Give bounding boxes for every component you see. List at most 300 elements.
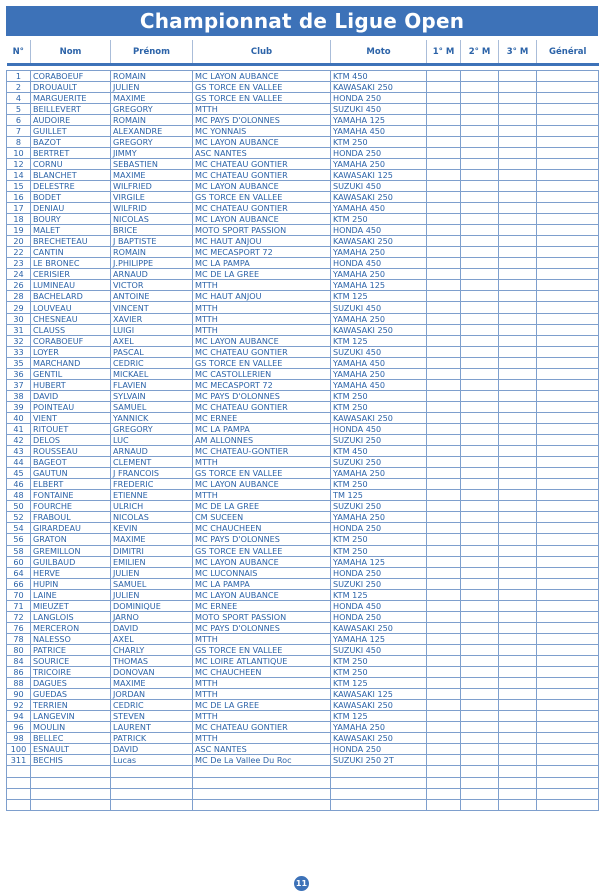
cell-club: MC CHAUCHEEN <box>193 667 331 678</box>
cell-moto: KTM 250 <box>331 479 427 490</box>
cell-score-empty <box>427 92 461 103</box>
table-row <box>7 678 599 689</box>
cell-score-empty <box>427 302 461 313</box>
cell-moto: SUZUKI 450 <box>331 302 427 313</box>
cell-nom: CLAUSS <box>31 324 111 335</box>
cell-empty <box>7 777 31 788</box>
cell-score-empty <box>499 457 537 468</box>
cell-score-empty <box>537 556 599 567</box>
cell-nom: AUDOIRE <box>31 114 111 125</box>
cell-number: 2 <box>7 81 31 92</box>
cell-moto: KAWASAKI 250 <box>331 236 427 247</box>
table-row <box>7 435 599 446</box>
cell-score-empty <box>427 501 461 512</box>
cell-score-empty <box>499 446 537 457</box>
cell-prenom: AXEL <box>111 633 193 644</box>
cell-number: 88 <box>7 678 31 689</box>
cell-nom: BELLEC <box>31 733 111 744</box>
cell-number: 90 <box>7 689 31 700</box>
cell-number: 22 <box>7 247 31 258</box>
cell-number: 100 <box>7 744 31 755</box>
cell-nom: FRABOUL <box>31 512 111 523</box>
cell-club: MC CHATEAU GONTIER <box>193 722 331 733</box>
cell-score-empty <box>427 412 461 423</box>
table-row <box>7 346 599 357</box>
cell-score-empty <box>427 324 461 335</box>
cell-moto: SUZUKI 250 <box>331 501 427 512</box>
cell-score-empty <box>427 214 461 225</box>
cell-club: MC LAYON AUBANCE <box>193 214 331 225</box>
cell-prenom: J BAPTISTE <box>111 236 193 247</box>
cell-score-empty <box>427 545 461 556</box>
cell-number: 18 <box>7 214 31 225</box>
cell-club: MC PAYS D'OLONNES <box>193 534 331 545</box>
cell-score-empty <box>461 390 499 401</box>
cell-prenom: VINCENT <box>111 302 193 313</box>
cell-moto: YAMAHA 250 <box>331 368 427 379</box>
cell-club: MC CHATEAU GONTIER <box>193 346 331 357</box>
cell-prenom: VICTOR <box>111 280 193 291</box>
cell-empty <box>461 766 499 777</box>
cell-moto: KTM 250 <box>331 390 427 401</box>
cell-prenom: MAXIME <box>111 92 193 103</box>
cell-score-empty <box>537 722 599 733</box>
cell-score-empty <box>427 81 461 92</box>
cell-number: 8 <box>7 136 31 147</box>
cell-number: 45 <box>7 468 31 479</box>
cell-score-empty <box>537 214 599 225</box>
cell-score-empty <box>537 92 599 103</box>
cell-score-empty <box>537 689 599 700</box>
cell-moto: KTM 125 <box>331 589 427 600</box>
cell-score-empty <box>461 92 499 103</box>
cell-club: MC CHATEAU GONTIER <box>193 401 331 412</box>
cell-moto: HONDA 450 <box>331 424 427 435</box>
cell-number: 84 <box>7 655 31 666</box>
cell-empty <box>499 799 537 810</box>
cell-prenom: SYLVAIN <box>111 390 193 401</box>
results-table-wrap <box>6 40 598 811</box>
cell-score-empty <box>499 401 537 412</box>
cell-score-empty <box>537 291 599 302</box>
cell-score-empty <box>427 744 461 755</box>
cell-number: 24 <box>7 269 31 280</box>
cell-score-empty <box>499 435 537 446</box>
cell-score-empty <box>537 313 599 324</box>
cell-score-empty <box>427 633 461 644</box>
cell-number: 52 <box>7 512 31 523</box>
cell-score-empty <box>461 700 499 711</box>
cell-number: 4 <box>7 92 31 103</box>
cell-number: 29 <box>7 302 31 313</box>
cell-score-empty <box>461 644 499 655</box>
cell-empty <box>331 766 427 777</box>
cell-club: MC PAYS D'OLONNES <box>193 622 331 633</box>
cell-nom: DROUAULT <box>31 81 111 92</box>
cell-prenom: LUIGI <box>111 324 193 335</box>
cell-score-empty <box>537 302 599 313</box>
cell-score-empty <box>461 401 499 412</box>
cell-score-empty <box>499 379 537 390</box>
cell-score-empty <box>461 722 499 733</box>
cell-prenom: GREGORY <box>111 424 193 435</box>
cell-club: MC CHATEAU GONTIER <box>193 158 331 169</box>
cell-prenom: CEDRIC <box>111 357 193 368</box>
cell-nom: MERCERON <box>31 622 111 633</box>
cell-number: 38 <box>7 390 31 401</box>
cell-score-empty <box>499 335 537 346</box>
cell-prenom: ETIENNE <box>111 490 193 501</box>
cell-nom: MARGUERITE <box>31 92 111 103</box>
cell-club: MC HAUT ANJOU <box>193 291 331 302</box>
cell-score-empty <box>461 214 499 225</box>
table-row <box>7 744 599 755</box>
cell-club: MC CHATEAU-GONTIER <box>193 446 331 457</box>
cell-score-empty <box>461 744 499 755</box>
results-table <box>6 40 599 811</box>
table-row <box>7 136 599 147</box>
cell-number: 36 <box>7 368 31 379</box>
cell-moto: HONDA 250 <box>331 567 427 578</box>
cell-empty <box>331 799 427 810</box>
cell-score-empty <box>499 755 537 766</box>
cell-nom: GUILBAUD <box>31 556 111 567</box>
cell-score-empty <box>537 70 599 81</box>
cell-moto: KAWASAKI 125 <box>331 169 427 180</box>
cell-club: MC LUCONNAIS <box>193 567 331 578</box>
column-header: Prénom <box>111 40 193 63</box>
cell-score-empty <box>499 534 537 545</box>
cell-score-empty <box>537 755 599 766</box>
cell-club: MOTO SPORT PASSION <box>193 225 331 236</box>
cell-score-empty <box>499 667 537 678</box>
cell-score-empty <box>537 490 599 501</box>
cell-score-empty <box>499 302 537 313</box>
cell-score-empty <box>499 236 537 247</box>
cell-nom: HERVE <box>31 567 111 578</box>
cell-empty <box>193 777 331 788</box>
cell-score-empty <box>427 70 461 81</box>
table-row <box>7 313 599 324</box>
cell-empty <box>7 788 31 799</box>
cell-score-empty <box>499 678 537 689</box>
column-header: 2° M <box>461 40 499 63</box>
title-bar <box>6 6 598 36</box>
cell-moto: KTM 450 <box>331 446 427 457</box>
column-header: 3° M <box>499 40 537 63</box>
table-row <box>7 280 599 291</box>
cell-prenom: NICOLAS <box>111 214 193 225</box>
cell-score-empty <box>537 678 599 689</box>
cell-score-empty <box>537 114 599 125</box>
cell-score-empty <box>427 291 461 302</box>
cell-score-empty <box>499 722 537 733</box>
cell-score-empty <box>427 534 461 545</box>
cell-score-empty <box>427 390 461 401</box>
cell-prenom: MAXIME <box>111 169 193 180</box>
cell-score-empty <box>499 81 537 92</box>
cell-score-empty <box>427 600 461 611</box>
cell-score-empty <box>537 346 599 357</box>
cell-empty <box>461 799 499 810</box>
cell-prenom: WILFRIED <box>111 180 193 191</box>
cell-number: 70 <box>7 589 31 600</box>
cell-club: MTTH <box>193 633 331 644</box>
cell-score-empty <box>461 424 499 435</box>
cell-prenom: ULRICH <box>111 501 193 512</box>
cell-club: MC CASTOLLERIEN <box>193 368 331 379</box>
cell-nom: DELOS <box>31 435 111 446</box>
cell-club: MC ERNEE <box>193 600 331 611</box>
table-row <box>7 556 599 567</box>
cell-score-empty <box>537 457 599 468</box>
cell-prenom: Lucas <box>111 755 193 766</box>
table-row <box>7 600 599 611</box>
cell-score-empty <box>427 655 461 666</box>
cell-score-empty <box>499 711 537 722</box>
cell-empty <box>111 766 193 777</box>
cell-number: 92 <box>7 700 31 711</box>
cell-score-empty <box>499 103 537 114</box>
cell-club: ASC NANTES <box>193 744 331 755</box>
cell-prenom: KEVIN <box>111 523 193 534</box>
cell-empty <box>537 777 599 788</box>
cell-score-empty <box>537 523 599 534</box>
cell-score-empty <box>461 556 499 567</box>
cell-nom: CORABOEUF <box>31 70 111 81</box>
table-row <box>7 490 599 501</box>
cell-number: 20 <box>7 236 31 247</box>
cell-score-empty <box>427 136 461 147</box>
table-row <box>7 258 599 269</box>
cell-moto: SUZUKI 450 <box>331 644 427 655</box>
cell-moto: HONDA 250 <box>331 92 427 103</box>
cell-moto: SUZUKI 250 <box>331 457 427 468</box>
cell-nom: HUPIN <box>31 578 111 589</box>
cell-score-empty <box>427 125 461 136</box>
cell-empty <box>31 777 111 788</box>
cell-score-empty <box>427 567 461 578</box>
cell-score-empty <box>499 269 537 280</box>
cell-score-empty <box>537 412 599 423</box>
table-row <box>7 203 599 214</box>
cell-nom: GRATON <box>31 534 111 545</box>
cell-score-empty <box>427 192 461 203</box>
cell-number: 71 <box>7 600 31 611</box>
cell-score-empty <box>537 435 599 446</box>
cell-moto: KTM 450 <box>331 70 427 81</box>
cell-moto: KTM 250 <box>331 136 427 147</box>
cell-score-empty <box>499 600 537 611</box>
cell-empty <box>537 766 599 777</box>
cell-prenom: LUC <box>111 435 193 446</box>
cell-number: 23 <box>7 258 31 269</box>
table-row <box>7 722 599 733</box>
cell-score-empty <box>499 644 537 655</box>
cell-number: 96 <box>7 722 31 733</box>
cell-number: 16 <box>7 192 31 203</box>
table-row <box>7 379 599 390</box>
cell-score-empty <box>427 280 461 291</box>
cell-score-empty <box>537 192 599 203</box>
cell-moto: YAMAHA 250 <box>331 313 427 324</box>
cell-nom: BOURY <box>31 214 111 225</box>
cell-score-empty <box>427 313 461 324</box>
cell-score-empty <box>461 611 499 622</box>
cell-score-empty <box>461 324 499 335</box>
cell-club: GS TORCE EN VALLEE <box>193 468 331 479</box>
cell-score-empty <box>499 291 537 302</box>
cell-club: CM SUCEEN <box>193 512 331 523</box>
cell-club: GS TORCE EN VALLEE <box>193 92 331 103</box>
cell-prenom: AXEL <box>111 335 193 346</box>
cell-prenom: MAXIME <box>111 534 193 545</box>
cell-moto: YAMAHA 250 <box>331 512 427 523</box>
cell-club: MTTH <box>193 313 331 324</box>
cell-score-empty <box>461 81 499 92</box>
cell-score-empty <box>499 125 537 136</box>
cell-score-empty <box>461 379 499 390</box>
cell-score-empty <box>537 158 599 169</box>
cell-number: 80 <box>7 644 31 655</box>
cell-number: 31 <box>7 324 31 335</box>
cell-score-empty <box>537 180 599 191</box>
cell-club: MC MECASPORT 72 <box>193 379 331 390</box>
cell-empty <box>461 788 499 799</box>
cell-score-empty <box>461 689 499 700</box>
cell-number: 78 <box>7 633 31 644</box>
table-row <box>7 81 599 92</box>
cell-prenom: CLEMENT <box>111 457 193 468</box>
cell-score-empty <box>427 722 461 733</box>
cell-empty <box>193 799 331 810</box>
cell-nom: HUBERT <box>31 379 111 390</box>
cell-score-empty <box>537 501 599 512</box>
cell-score-empty <box>537 611 599 622</box>
cell-score-empty <box>427 401 461 412</box>
cell-moto: TM 125 <box>331 490 427 501</box>
cell-score-empty <box>537 125 599 136</box>
cell-prenom: WILFRID <box>111 203 193 214</box>
cell-prenom: JORDAN <box>111 689 193 700</box>
cell-score-empty <box>427 689 461 700</box>
cell-score-empty <box>427 556 461 567</box>
table-row <box>7 401 599 412</box>
cell-score-empty <box>427 733 461 744</box>
cell-club: MC MECASPORT 72 <box>193 247 331 258</box>
cell-moto: KTM 125 <box>331 291 427 302</box>
cell-nom: CERISIER <box>31 269 111 280</box>
cell-score-empty <box>499 158 537 169</box>
cell-prenom: MICKAEL <box>111 368 193 379</box>
cell-moto: SUZUKI 450 <box>331 103 427 114</box>
cell-prenom: DIMITRI <box>111 545 193 556</box>
cell-club: MTTH <box>193 457 331 468</box>
table-row <box>7 457 599 468</box>
cell-empty <box>427 766 461 777</box>
cell-empty <box>111 788 193 799</box>
cell-club: MC LAYON AUBANCE <box>193 556 331 567</box>
cell-empty <box>111 799 193 810</box>
cell-club: MC LAYON AUBANCE <box>193 70 331 81</box>
cell-score-empty <box>499 225 537 236</box>
cell-score-empty <box>499 247 537 258</box>
cell-club: MC CHATEAU GONTIER <box>193 203 331 214</box>
cell-number: 14 <box>7 169 31 180</box>
cell-club: MC LA PAMPA <box>193 424 331 435</box>
cell-score-empty <box>499 169 537 180</box>
cell-moto: SUZUKI 250 <box>331 435 427 446</box>
cell-club: MTTH <box>193 678 331 689</box>
table-row <box>7 192 599 203</box>
cell-number: 35 <box>7 357 31 368</box>
cell-score-empty <box>499 180 537 191</box>
cell-nom: GUEDAS <box>31 689 111 700</box>
column-header: Moto <box>331 40 427 63</box>
cell-score-empty <box>427 578 461 589</box>
cell-score-empty <box>427 158 461 169</box>
cell-score-empty <box>499 633 537 644</box>
cell-score-empty <box>499 412 537 423</box>
table-row <box>7 92 599 103</box>
cell-empty <box>427 788 461 799</box>
cell-score-empty <box>461 147 499 158</box>
cell-score-empty <box>499 92 537 103</box>
table-row <box>7 147 599 158</box>
table-row <box>7 70 599 81</box>
cell-club: MTTH <box>193 103 331 114</box>
cell-score-empty <box>537 103 599 114</box>
cell-prenom: JULIEN <box>111 81 193 92</box>
table-row <box>7 567 599 578</box>
cell-club: GS TORCE EN VALLEE <box>193 192 331 203</box>
table-row <box>7 324 599 335</box>
cell-moto: SUZUKI 250 2T <box>331 755 427 766</box>
cell-nom: FOURCHE <box>31 501 111 512</box>
cell-score-empty <box>427 335 461 346</box>
cell-score-empty <box>427 622 461 633</box>
cell-score-empty <box>427 667 461 678</box>
table-row <box>7 611 599 622</box>
cell-score-empty <box>461 103 499 114</box>
cell-moto: YAMAHA 450 <box>331 125 427 136</box>
cell-score-empty <box>461 346 499 357</box>
cell-score-empty <box>461 589 499 600</box>
cell-moto: YAMAHA 125 <box>331 556 427 567</box>
cell-number: 72 <box>7 611 31 622</box>
cell-number: 1 <box>7 70 31 81</box>
cell-score-empty <box>499 689 537 700</box>
cell-empty <box>31 799 111 810</box>
cell-prenom: FLAVIEN <box>111 379 193 390</box>
cell-moto: YAMAHA 125 <box>331 114 427 125</box>
cell-score-empty <box>461 600 499 611</box>
cell-score-empty <box>537 744 599 755</box>
cell-empty <box>427 777 461 788</box>
cell-empty <box>31 766 111 777</box>
cell-score-empty <box>461 192 499 203</box>
cell-club: GS TORCE EN VALLEE <box>193 357 331 368</box>
cell-moto: KTM 250 <box>331 667 427 678</box>
table-row <box>7 302 599 313</box>
cell-score-empty <box>461 125 499 136</box>
cell-score-empty <box>499 424 537 435</box>
cell-score-empty <box>537 258 599 269</box>
cell-club: MC LAYON AUBANCE <box>193 136 331 147</box>
cell-nom: LAINE <box>31 589 111 600</box>
cell-score-empty <box>537 578 599 589</box>
cell-score-empty <box>461 755 499 766</box>
